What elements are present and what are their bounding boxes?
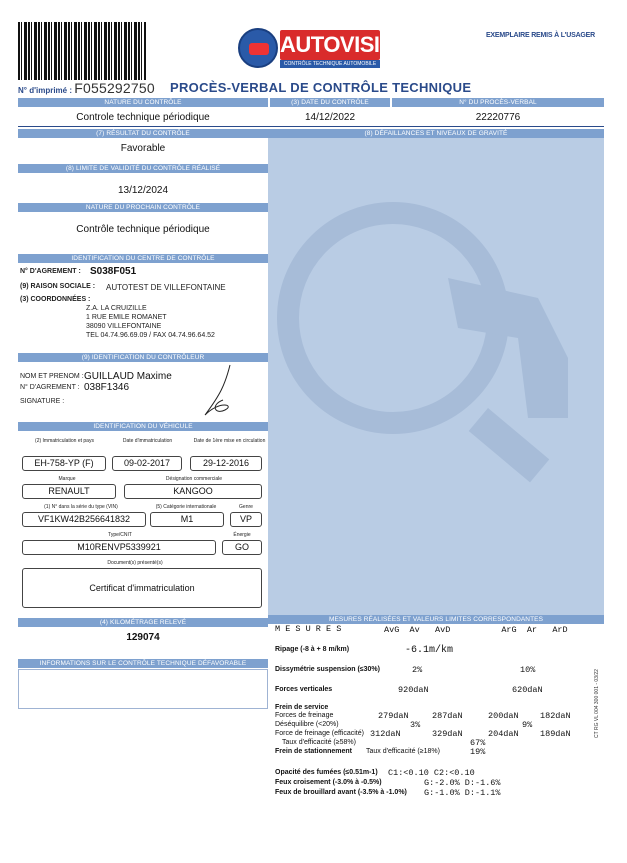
logo-subtitle: CONTRÔLE TECHNIQUE AUTOMOBILE — [280, 60, 380, 68]
controleur-signature-label: SIGNATURE : — [20, 398, 65, 405]
date-immat-field: 09-02-2017 — [112, 456, 182, 471]
mesures-header: MESURES RÉALISÉES ET VALEURS LIMITES CORRESPONDANTES — [268, 615, 604, 624]
fe-v3: 204daN — [488, 729, 519, 739]
frein-service-label: Frein de service — [275, 704, 329, 711]
centre-addr3: 38090 VILLEFONTAINE — [86, 323, 162, 330]
fe-v2: 329daN — [432, 729, 463, 739]
signature-mark — [195, 360, 245, 420]
imprime-label: N° d'imprimé : — [18, 86, 72, 95]
infos-panel — [18, 669, 268, 709]
energie-field: GO — [222, 540, 262, 555]
barcode — [18, 22, 146, 80]
dissym-av: 2% — [412, 665, 423, 675]
defaillances-area — [268, 138, 604, 616]
dissym-ar: 10% — [520, 665, 536, 675]
prochain-value: Contrôle technique périodique — [76, 224, 210, 235]
type-field: M10RENVP5339921 — [22, 540, 216, 555]
docs-label: Document(s) présenté(s) — [107, 560, 163, 566]
fe-v1: 312daN — [370, 729, 401, 739]
centre-raison-label: (9) RAISON SOCIALE : — [20, 283, 96, 290]
vin-label: (1) N° dans la série du type (VIN) — [44, 504, 118, 510]
deseq-av: 3% — [410, 720, 421, 730]
type-label: Type/CNIT — [108, 532, 132, 538]
ff-ard: 182daN — [540, 711, 571, 721]
forces-vert-label: Forces verticales — [275, 686, 333, 693]
forces-vert-av: 920daN — [398, 685, 429, 695]
designation-field: KANGOO — [124, 484, 262, 499]
ff-arg: 200daN — [488, 711, 519, 721]
docs-field: Certificat d'immatriculation — [22, 568, 262, 608]
centre-header: IDENTIFICATION DU CENTRE DE CONTRÔLE — [18, 254, 268, 263]
taux-stat-value: 19% — [470, 747, 486, 757]
forces-vert-ar: 620daN — [512, 685, 543, 695]
side-reference: CT RG VL 004 300 001 - 03/22 — [594, 669, 600, 738]
limite-header: (8) LIMITE DE VALIDITÉ DU CONTRÔLE RÉALISÉ — [18, 164, 268, 173]
centre-addr4: TEL 04.74.96.69.09 / FAX 04.74.96.64.52 — [86, 332, 215, 339]
ripage-value: -6.1m/km — [405, 645, 454, 656]
pv-value: 22220776 — [475, 112, 521, 123]
opacite-label: Opacité des fumées (≤0.51m-1) — [275, 769, 378, 776]
controleur-nom-value: GUILLAUD Maxime — [84, 371, 172, 382]
imprime-number — [18, 80, 155, 96]
fe-v4: 189daN — [540, 729, 571, 739]
categorie-field: M1 — [150, 512, 224, 527]
genre-field: VP — [230, 512, 262, 527]
energie-label: Énergie — [233, 532, 251, 538]
imprime-value: F055292750 — [74, 80, 155, 96]
centre-addr2: 1 RUE EMILE ROMANET — [86, 314, 167, 321]
date-premiere-field: 29-12-2016 — [190, 456, 262, 471]
ff-avg: 279daN — [378, 711, 409, 721]
date-immat-label: Date d'immatriculation — [122, 438, 173, 444]
deseq-ar: 9% — [522, 720, 533, 730]
feux-brouil-label: Feux de brouillard avant (-3.5% à -1.0%) — [275, 789, 407, 796]
taux-stat-label: Taux d'efficacité (≥18%) — [366, 748, 440, 755]
defaillances-header: (8) DÉFAILLANCES ET NIVEAUX DE GRAVITÉ — [268, 129, 604, 138]
resultat-header: (7) RÉSULTAT DU CONTRÔLE — [18, 129, 268, 138]
nature-value: Controle technique périodique — [76, 112, 210, 123]
infos-header: INFORMATIONS SUR LE CONTRÔLE TECHNIQUE DÉFAVORABLE — [18, 659, 268, 668]
controleur-nom-label: NOM ET PRENOM : — [20, 373, 84, 380]
controleur-header: (9) IDENTIFICATION DU CONTRÔLEUR — [18, 353, 268, 362]
nature-header: NATURE DU CONTRÔLE — [18, 98, 268, 107]
controleur-agrement-label: N° D'AGREMENT : — [20, 384, 80, 391]
frein-stat-label: Frein de stationnement — [275, 748, 353, 755]
taux-label: Taux d'efficacité (≥58%) — [282, 739, 356, 746]
designation-label: Désignation commerciale — [165, 476, 223, 482]
page-title: PROCÈS-VERBAL DE CONTRÔLE TECHNIQUE — [170, 80, 472, 95]
immat-label: (2) Immatriculation et pays — [35, 438, 94, 444]
feux-crois-label: Feux croisement (-3.0% à -0.5%) — [275, 779, 382, 786]
logo-brand: AUTOVISION — [280, 30, 380, 60]
feux-brouil-value: G:-1.0% D:-1.1% — [424, 788, 501, 798]
centre-agrement-value: S038F051 — [90, 266, 137, 277]
deseq-label: Déséquilibre (<20%) — [275, 721, 339, 728]
mesures-header-left: M E S U R E S — [275, 624, 342, 634]
prochain-header: NATURE DU PROCHAIN CONTRÔLE — [18, 203, 268, 212]
genre-label: Genre — [239, 504, 253, 510]
taux-value: 67% — [470, 738, 486, 748]
divider — [18, 126, 604, 127]
centre-agrement-label: N° D'AGREMENT : — [20, 268, 81, 275]
kilometrage-value: 129074 — [126, 632, 160, 643]
autovision-logo — [238, 28, 412, 72]
dissym-label: Dissymétrie suspension (≤30%) — [275, 666, 380, 673]
immat-field: EH-758-YP (F) — [22, 456, 106, 471]
car-logo-icon — [238, 28, 278, 68]
vin-field: VF1KW42B256641832 — [22, 512, 146, 527]
date-header: (3) DATE DU CONTRÔLE — [270, 98, 390, 107]
force-eff-label: Force de freinage (efficacité) — [275, 730, 364, 737]
categorie-label: (5) Catégorie internationale — [155, 504, 217, 510]
limite-value: 13/12/2024 — [117, 185, 169, 196]
resultat-value: Favorable — [120, 143, 166, 154]
forces-freinage-label: Forces de freinage — [275, 712, 334, 719]
date-premiere-label: Date de 1ère mise en circulation — [193, 438, 266, 444]
opacite-value: C1:<0.10 C2:<0.10 — [388, 768, 475, 778]
vehicule-header: IDENTIFICATION DU VÉHICULE — [18, 422, 268, 431]
date-value: 14/12/2022 — [304, 112, 356, 123]
pv-header: N° DU PROCÈS-VERBAL — [392, 98, 604, 107]
ff-avd: 287daN — [432, 711, 463, 721]
mesures-header-cols: AvG Av AvD ArG Ar ArD — [384, 625, 568, 635]
magnifier-watermark-icon — [268, 138, 604, 616]
centre-raison-value: AUTOTEST DE VILLEFONTAINE — [106, 283, 226, 292]
controleur-agrement-value: 038F1346 — [84, 382, 130, 393]
feux-crois-value: G:-2.0% D:-1.6% — [424, 778, 501, 788]
centre-coord-label: (3) COORDONNÉES : — [20, 296, 91, 303]
kilometrage-header: (4) KILOMÉTRAGE RELEVÉ — [18, 618, 268, 627]
exemplaire-label: EXEMPLAIRE REMIS À L'USAGER — [485, 32, 595, 39]
ripage-label: Ripage (-8 à + 8 m/km) — [275, 646, 350, 653]
centre-addr1: Z.A. LA CRUIZILLE — [86, 305, 147, 312]
marque-label: Marque — [58, 476, 76, 482]
marque-field: RENAULT — [22, 484, 116, 499]
